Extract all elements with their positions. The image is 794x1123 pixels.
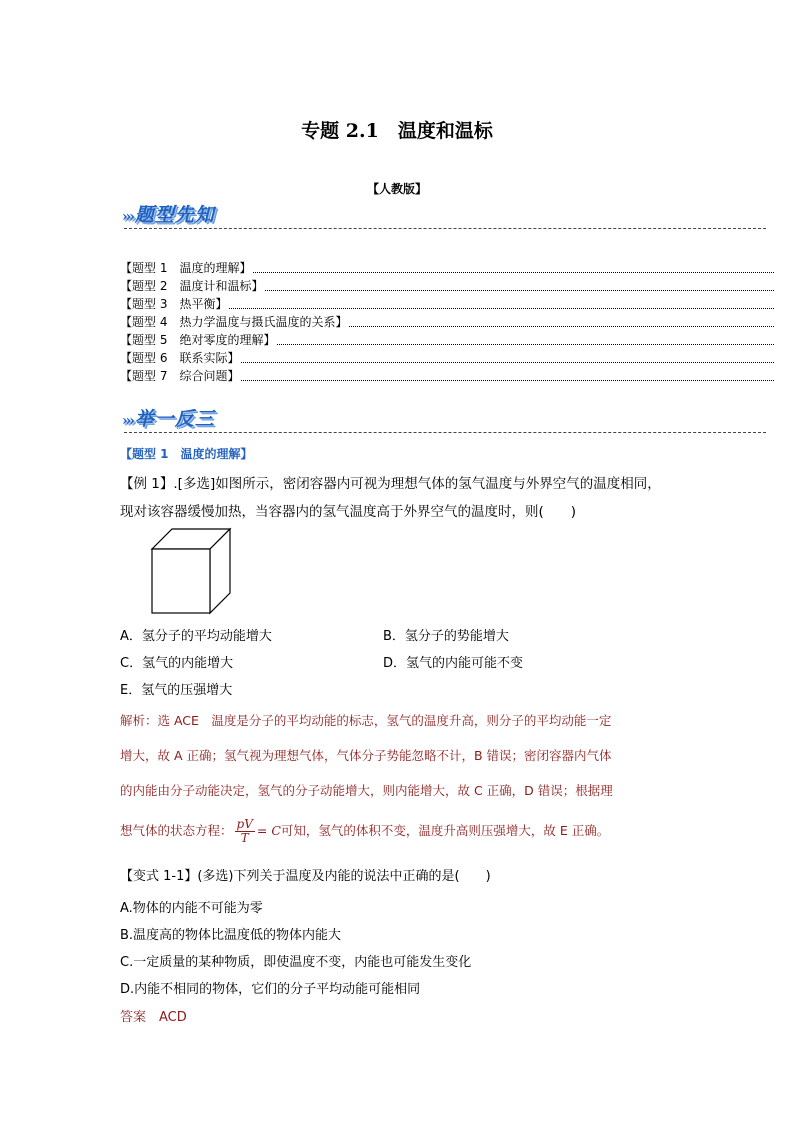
toc-leader [277, 344, 774, 345]
variant-option-a[interactable]: A.物体的内能不可能为零 [120, 901, 263, 916]
banner-examples [122, 404, 215, 431]
example-stem-line-1: 【例 1】.[多选]如图所示，密闭容器内可视为理想气体的氢气温度与外界空气的温度相同， [120, 476, 661, 492]
toc-leader [241, 380, 774, 381]
toc-item-6[interactable] [120, 350, 774, 366]
toc-label: 【题型 3 热平衡】 [120, 297, 228, 311]
fraction-denominator: T [240, 831, 249, 845]
option-b[interactable]: B．氢分子的势能增大 [383, 629, 509, 644]
toc-item-2[interactable] [120, 278, 774, 294]
variant-option-b[interactable]: B.温度高的物体比温度低的物体内能大 [120, 928, 342, 943]
toc-label: 【题型 4 热力学温度与摄氏温度的关系】 [120, 315, 348, 329]
toc-item-5[interactable] [120, 332, 774, 348]
toc-leader [253, 272, 774, 273]
variant-answer: 答案 ACD [120, 1010, 187, 1025]
gas-law-fraction [235, 818, 255, 845]
banner-question-types-text: 题型先知 [134, 204, 215, 226]
example-stem-line-2: 现对该容器缓慢加热，当容器内的氢气温度高于外界空气的温度时，则( ) [120, 504, 577, 520]
analysis-line-4-post: 可知，氢气的体积不变，温度升高则压强增大，故 E 正确。 [280, 823, 610, 838]
option-c[interactable]: C．氢气的内能增大 [120, 656, 234, 671]
analysis-line-4-pre: 想气体的状态方程： [120, 823, 233, 838]
option-a[interactable]: A．氢分子的平均动能增大 [120, 629, 272, 644]
analysis-line-2: 增大，故 A 正确；氢气视为理想气体，气体分子势能忽略不计，B 错误；密闭容器内气体 [120, 748, 612, 763]
variant-stem: 【变式 1-1】(多选)下列关于温度及内能的说法中正确的是( ) [120, 869, 491, 884]
edition-label: 【人教版】 [366, 182, 427, 196]
toc-item-4[interactable] [120, 314, 774, 330]
option-e[interactable]: E．氢气的压强增大 [120, 683, 233, 698]
toc-label: 【题型 7 综合问题】 [120, 369, 240, 383]
toc-label: 【题型 2 温度计和温标】 [120, 279, 264, 293]
section-heading: 【题型 1 温度的理解】 [120, 447, 253, 461]
fraction-numerator: pV [236, 817, 253, 831]
banner-question-types [122, 200, 215, 227]
page-title: 专题 2.1 温度和温标 [301, 120, 493, 142]
toc-item-3[interactable] [120, 296, 774, 312]
toc-item-7[interactable] [120, 368, 774, 384]
arrow-icon: ››› [122, 209, 133, 225]
toc-leader [265, 290, 774, 291]
divider [124, 432, 766, 433]
analysis-line-1: 解析：选 ACE 温度是分子的平均动能的标志，氢气的温度升高，则分子的平均动能一定 [120, 713, 612, 728]
toc-leader [349, 326, 774, 327]
analysis-line-3: 的内能由分子动能决定，氢气的分子动能增大，则内能增大，故 C 正确，D 错误；根据理 [120, 783, 613, 798]
variant-option-c[interactable]: C.一定质量的某种物质，即使温度不变，内能也可能发生变化 [120, 955, 472, 970]
option-d[interactable]: D．氢气的内能可能不变 [383, 656, 524, 671]
analysis-line-4 [120, 816, 609, 846]
toc-leader [241, 362, 774, 363]
equation-rest: = C [256, 823, 281, 838]
toc-label: 【题型 6 联系实际】 [120, 351, 240, 365]
banner-examples-text: 举一反三 [134, 408, 215, 430]
cube-front-face [152, 549, 210, 613]
divider [124, 228, 766, 229]
arrow-icon: ››› [122, 413, 133, 429]
toc-leader [229, 308, 774, 309]
toc-item-1[interactable] [120, 260, 774, 276]
variant-option-d[interactable]: D.内能不相同的物体，它们的分子平均动能可能相同 [120, 982, 421, 997]
toc-label: 【题型 5 绝对零度的理解】 [120, 333, 276, 347]
container-cube-figure [150, 527, 232, 615]
toc-label: 【题型 1 温度的理解】 [120, 261, 252, 275]
